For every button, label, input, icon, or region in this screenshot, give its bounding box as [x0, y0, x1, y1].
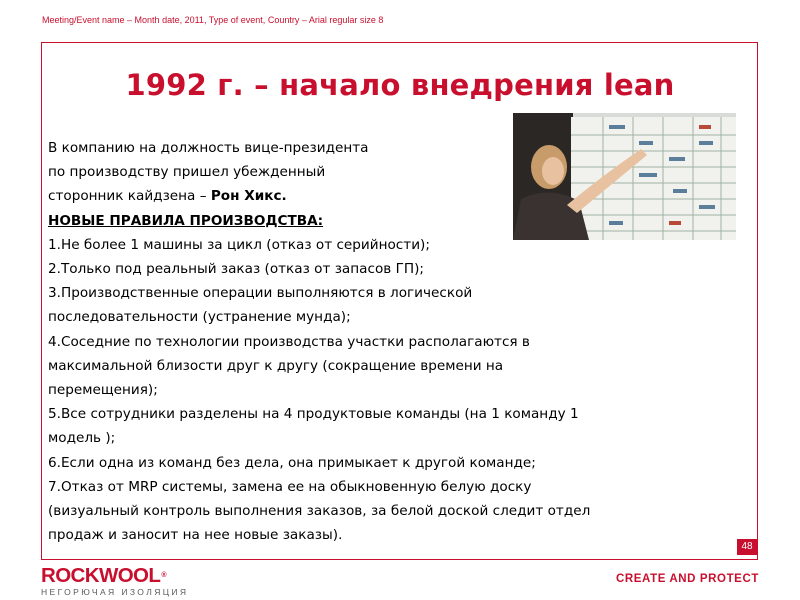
intro-line-1: В компанию на должность вице-президента [48, 140, 369, 156]
intro-line-3 [48, 184, 728, 208]
rule-line: 3.Производственные операции выполняются в логической [48, 285, 473, 302]
rule-line: 5.Все сотрудники разделены на 4 продуктовые команды (на 1 команду 1 [48, 406, 579, 423]
intro-line-2: по производству пришел убежденный [48, 164, 326, 181]
brand-tagline: НЕГОРЮЧАЯ ИЗОЛЯЦИЯ [41, 587, 189, 597]
brand-name [41, 566, 188, 586]
intro-line-3-text: сторонник кайдзена – [48, 188, 211, 205]
page-number-badge: 48 [737, 539, 757, 555]
rule-line: перемещения); [48, 382, 158, 399]
rule-line: 7.Отказ от MRP системы, замена ее на обыкновенную белую доску [48, 478, 532, 495]
rule-line: 1.Не более 1 машины за цикл (отказ от серийности); [48, 236, 430, 253]
slide-title: 1992 г. – начало внедрения lean [125, 68, 675, 102]
rule-line: модель ); [48, 430, 116, 447]
rockwool-logo [41, 566, 188, 597]
rule-line: 6.Если одна из команд без дела, она примыкает к другой команде; [48, 454, 536, 471]
rule-line: максимальной близости друг к другу (сокращение времени на [48, 357, 504, 374]
rules-heading: НОВЫЕ ПРАВИЛА ПРОИЗВОДСТВА: [48, 212, 324, 229]
slogan: CREATE AND PROTECT [615, 573, 759, 585]
registered-mark: ® [161, 572, 166, 579]
slide-body-text [48, 136, 728, 547]
ron-hicks-name: Рон Хикс. [210, 188, 287, 205]
rule-line: (визуальный контроль выполнения заказов, за белой доской следит отдел [48, 503, 591, 520]
rule-line: 4.Соседние по технологии производства участки располагаются в [48, 333, 530, 350]
rule-line: 2.Только под реальный заказ (отказ от запасов ГП); [48, 261, 424, 278]
rule-line: последовательности (устранение мунда); [48, 309, 351, 326]
rule-line: продаж и заносит на нее новые заказы). [48, 527, 343, 544]
brand-name-text: ROCKWOOL [41, 564, 161, 587]
meeting-event-line: Meeting/Event name – Month date, 2011, Type of event, Country – Arial regular size 8 [42, 15, 384, 25]
